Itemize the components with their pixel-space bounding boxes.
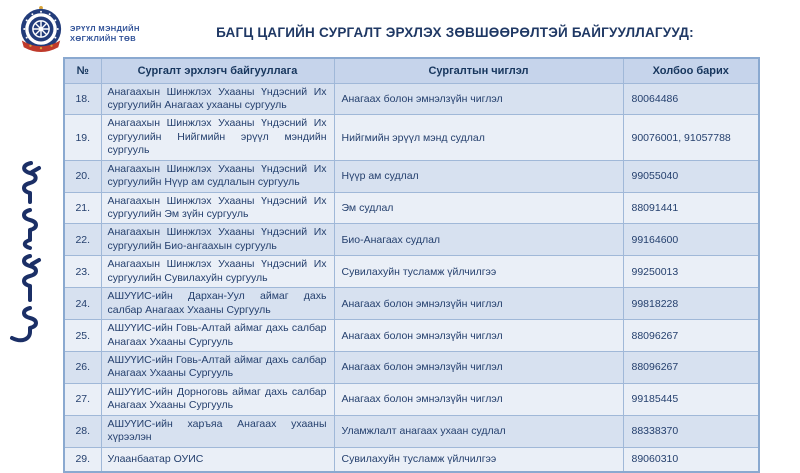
row-number-cell: 24.	[64, 288, 101, 320]
row-number-cell: 25.	[64, 320, 101, 352]
direction-cell: Уламжлалт анагаах ухаан судлал	[334, 415, 623, 447]
logo-wordmark-line1: ЭРҮҮЛ МЭНДИЙН	[70, 24, 140, 33]
contact-cell: 99250013	[623, 256, 759, 288]
column-header-org: Сургалт эрхлэгч байгууллага	[101, 58, 334, 83]
contact-cell: 99164600	[623, 224, 759, 256]
contact-cell: 99055040	[623, 160, 759, 192]
row-number-cell: 19.	[64, 115, 101, 160]
contact-cell: 99818228	[623, 288, 759, 320]
row-number-cell: 22.	[64, 224, 101, 256]
table-header-row	[64, 58, 759, 83]
organization-cell: Анагаахын Шинжлэх Ухааны Үндэсний Их сургуулийн Нийгмийн эрүүл мэндийн сургууль	[101, 115, 334, 160]
column-header-number: №	[64, 58, 101, 83]
organization-cell: АШУҮИС-ийн Говь-Алтай аймаг дахь салбар Анагаах Ухааны Сургууль	[101, 320, 334, 352]
row-number-cell: 27.	[64, 383, 101, 415]
table-row	[64, 83, 759, 115]
organization-cell: Анагаахын Шинжлэх Ухааны Үндэсний Их сургуулийн Сувилахуйн сургууль	[101, 256, 334, 288]
direction-cell: Нүүр ам судлал	[334, 160, 623, 192]
contact-cell: 80064486	[623, 83, 759, 115]
organization-cell: Анагаахын Шинжлэх Ухааны Үндэсний Их сургуулийн Эм зүйн сургууль	[101, 192, 334, 224]
health-development-center-logo-icon	[18, 4, 64, 54]
logo-wordmark-line2: ХӨГЖЛИЙН ТӨВ	[70, 34, 137, 44]
table-row	[64, 256, 759, 288]
direction-cell: Био-Анагаах судлал	[334, 224, 623, 256]
direction-cell: Эм судлал	[334, 192, 623, 224]
direction-cell: Анагаах болон эмнэлзүйн чиглэл	[334, 383, 623, 415]
row-number-cell: 21.	[64, 192, 101, 224]
organization-cell: АШУҮИС-ийн Говь-Алтай аймаг дахь салбар Анагаах Ухааны Сургууль	[101, 351, 334, 383]
row-number-cell: 20.	[64, 160, 101, 192]
organization-cell: АШУҮИС-ийн Дорноговь аймаг дахь салбар Анагаах Ухааны Сургууль	[101, 383, 334, 415]
table-header	[64, 58, 759, 83]
direction-cell: Анагаах болон эмнэлзүйн чиглэл	[334, 83, 623, 115]
row-number-cell: 26.	[64, 351, 101, 383]
table-row	[64, 288, 759, 320]
contact-cell: 88091441	[623, 192, 759, 224]
direction-cell: Анагаах болон эмнэлзүйн чиглэл	[334, 320, 623, 352]
contact-cell: 88096267	[623, 351, 759, 383]
table-row	[64, 115, 759, 160]
contact-cell: 99185445	[623, 383, 759, 415]
direction-cell: Анагаах болон эмнэлзүйн чиглэл	[334, 351, 623, 383]
table-row	[64, 224, 759, 256]
organization-cell: Анагаахын Шинжлэх Ухааны Үндэсний Их сургуулийн Био-ангаахын сургууль	[101, 224, 334, 256]
table-row	[64, 415, 759, 447]
organization-cell: Улаанбаатар ОУИС	[101, 447, 334, 472]
column-header-contact: Холбоо барих	[623, 58, 759, 83]
row-number-cell: 18.	[64, 83, 101, 115]
row-number-cell: 23.	[64, 256, 101, 288]
organization-cell: АШУҮИС-ийн харъяа Анагаах ухааны хүрээлэн	[101, 415, 334, 447]
contact-cell: 88096267	[623, 320, 759, 352]
direction-cell: Сувилахуйн тусламж үйлчилгээ	[334, 256, 623, 288]
table-row	[64, 351, 759, 383]
training-organizations-table	[63, 57, 760, 473]
organization-cell: Анагаахын Шинжлэх Ухааны Үндэсний Их сургуулийн Нүүр ам судлалын сургууль	[101, 160, 334, 192]
column-header-direction: Сургалтын чиглэл	[334, 58, 623, 83]
page-title: БАГЦ ЦАГИЙН СУРГАЛТ ЭРХЛЭХ ЗӨВШӨӨРӨЛТЭЙ БАЙГУУЛЛАГУУД:	[216, 25, 694, 40]
direction-cell: Нийгмийн эрүүл мэнд судлал	[334, 115, 623, 160]
organization-cell: АШУҮИС-ийн Дархан-Уул аймаг дахь салбар Анагаах Ухааны Сургууль	[101, 288, 334, 320]
logo-wordmark	[70, 24, 140, 44]
contact-cell: 89060310	[623, 447, 759, 472]
traditional-mongolian-script	[8, 160, 50, 344]
direction-cell: Сувилахуйн тусламж үйлчилгээ	[334, 447, 623, 472]
table-row	[64, 447, 759, 472]
table-row	[64, 192, 759, 224]
contact-cell: 90076001, 91057788	[623, 115, 759, 160]
table-row	[64, 383, 759, 415]
organization-cell: Анагаахын Шинжлэх Ухааны Үндэсний Их сургуулийн Анагаах ухааны сургууль	[101, 83, 334, 115]
direction-cell: Анагаах болон эмнэлзүйн чиглэл	[334, 288, 623, 320]
contact-cell: 88338370	[623, 415, 759, 447]
row-number-cell: 29.	[64, 447, 101, 472]
row-number-cell: 28.	[64, 415, 101, 447]
table-row	[64, 320, 759, 352]
table-row	[64, 160, 759, 192]
table-body	[64, 83, 759, 472]
